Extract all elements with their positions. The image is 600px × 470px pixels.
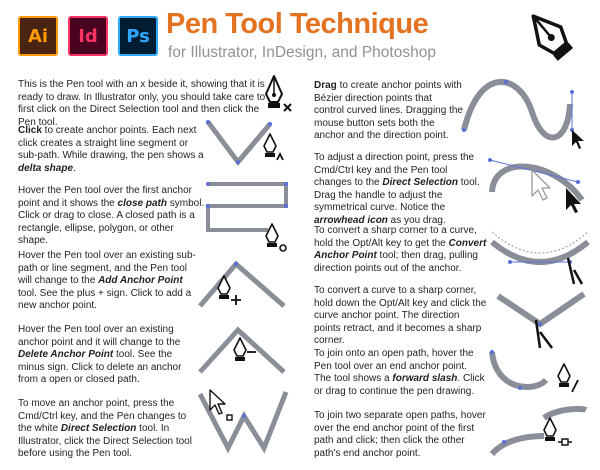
click-path-illustration bbox=[204, 118, 286, 170]
text-run: . Click or drag to continue the pen drawing. bbox=[314, 373, 485, 397]
left-section-3 bbox=[18, 185, 206, 248]
text-run: tool. See the minus sign. Click to delete an anchor from a open or closed path. bbox=[18, 349, 182, 386]
pen-tool-logo-icon bbox=[520, 6, 580, 62]
join-path-illustration bbox=[486, 346, 586, 402]
left-section-2 bbox=[18, 125, 204, 175]
text-run: forward slash bbox=[392, 373, 458, 385]
text-run: To convert a curve to a sharp corner, hold down the Opt/Alt key and click the curve anchor point. The direction points retract, and it becomes a sharp corner. bbox=[314, 285, 487, 347]
add-anchor-illustration bbox=[198, 258, 290, 312]
text-run: arrowhead icon bbox=[314, 214, 388, 226]
close-path-illustration bbox=[202, 180, 290, 256]
text-run: Hover the Pen tool over an existing anchor point and it will change to the bbox=[18, 324, 181, 348]
text-run: Drag bbox=[314, 80, 337, 91]
left-section-4 bbox=[18, 250, 198, 313]
join-two-paths-illustration bbox=[486, 404, 590, 462]
text-run: To join onto an open path, hover the Pen tool over an end anchor point. The tool shows a bbox=[314, 348, 474, 385]
text-run: Hover the Pen tool over an existing sub-path or line segment, and the Pen tool will change to the bbox=[18, 250, 196, 287]
text-run: tool. Drag the handle to adjust the symmetrical curve. Notice the bbox=[314, 177, 480, 214]
text-run: Hover the Pen tool over the first anchor point and it shows the bbox=[18, 185, 192, 209]
pen-plus-icon bbox=[218, 276, 241, 305]
convert-to-corner-illustration bbox=[496, 290, 586, 350]
convert-anchor-icon bbox=[568, 258, 582, 284]
text-run: . bbox=[73, 162, 76, 174]
text-run: tool. See the plus + sign. Click to add a new anchor point. bbox=[18, 287, 192, 312]
text-run: symbol. Click or drag to close. A closed path is a rectangle, ellipse, polygon, or other shape. bbox=[18, 197, 205, 247]
text-run: to create anchor points. Each next click creates a straight line segment or sub-path. While drawing, the pen shows a bbox=[18, 125, 204, 162]
pen-close-path-icon bbox=[266, 224, 286, 251]
text-run: To adjust a direction point, press the Cmd/Ctrl key and the Pen tool changes to the bbox=[314, 152, 475, 189]
text-run: Convert Anchor Point bbox=[314, 237, 487, 262]
text-run: This is the Pen tool with an x beside it, showing that it is ready to draw. In Illustrator only, you should take care to first click on the Direct Selection tool and then click the Pen tool. bbox=[18, 79, 266, 128]
page-subtitle: for Illustrator, InDesign, and Photoshop bbox=[168, 44, 436, 61]
text-run: Direct Selection bbox=[60, 423, 137, 435]
text-run: to create anchor points with Bézier direction points that control curved lines. Dragging the mouse button sets both the anchor and the direction point. bbox=[314, 80, 463, 142]
illustrator-icon: Ai bbox=[18, 16, 58, 56]
delete-anchor-illustration bbox=[198, 322, 290, 378]
left-section-6 bbox=[18, 398, 200, 461]
text-run: Click bbox=[18, 125, 42, 136]
direction-point-illustration bbox=[484, 152, 592, 214]
text-run: tool. In Illustrator, click the Direct Selection tool before using the Pen tool. bbox=[18, 423, 192, 460]
text-run: Direct Selection bbox=[382, 177, 458, 189]
text-run: To convert a sharp corner to a curve, hold the Opt/Alt key to get the bbox=[314, 225, 477, 249]
photoshop-icon: Ps bbox=[118, 16, 158, 56]
right-section-2 bbox=[314, 152, 486, 228]
text-run: as you drag. bbox=[387, 214, 446, 226]
left-section-5 bbox=[18, 324, 200, 387]
text-run: To join two separate open paths, hover over the end anchor point of the first path and click; then click the other path's end anchor point. bbox=[314, 410, 486, 459]
pen-x-icon bbox=[258, 72, 298, 116]
right-section-6 bbox=[314, 410, 488, 460]
convert-to-curve-illustration bbox=[490, 222, 590, 286]
text-run: delta shape bbox=[18, 162, 74, 174]
right-section-4 bbox=[314, 285, 488, 348]
right-section-1 bbox=[314, 80, 464, 143]
text-run: Delete Anchor Point bbox=[18, 349, 114, 361]
text-run: Add Anchor Point bbox=[98, 275, 183, 287]
page-title: Pen Tool Technique bbox=[166, 8, 429, 40]
pen-slash-icon bbox=[558, 364, 578, 392]
indesign-icon: Id bbox=[68, 16, 108, 56]
pen-caret-icon bbox=[264, 134, 283, 160]
text-run: tool; then drag, pulling direction points out of the anchor. bbox=[314, 250, 478, 274]
move-anchor-illustration bbox=[198, 388, 290, 454]
right-section-3 bbox=[314, 225, 488, 275]
black-arrow-icon bbox=[572, 130, 584, 149]
pen-join-icon bbox=[544, 418, 572, 445]
right-section-5 bbox=[314, 348, 486, 398]
text-run: To move an anchor point, press the Cmd/Ctrl key, and the Pen changes to the white bbox=[18, 398, 187, 435]
drag-curve-illustration bbox=[460, 74, 588, 150]
text-run: close path bbox=[117, 197, 167, 209]
